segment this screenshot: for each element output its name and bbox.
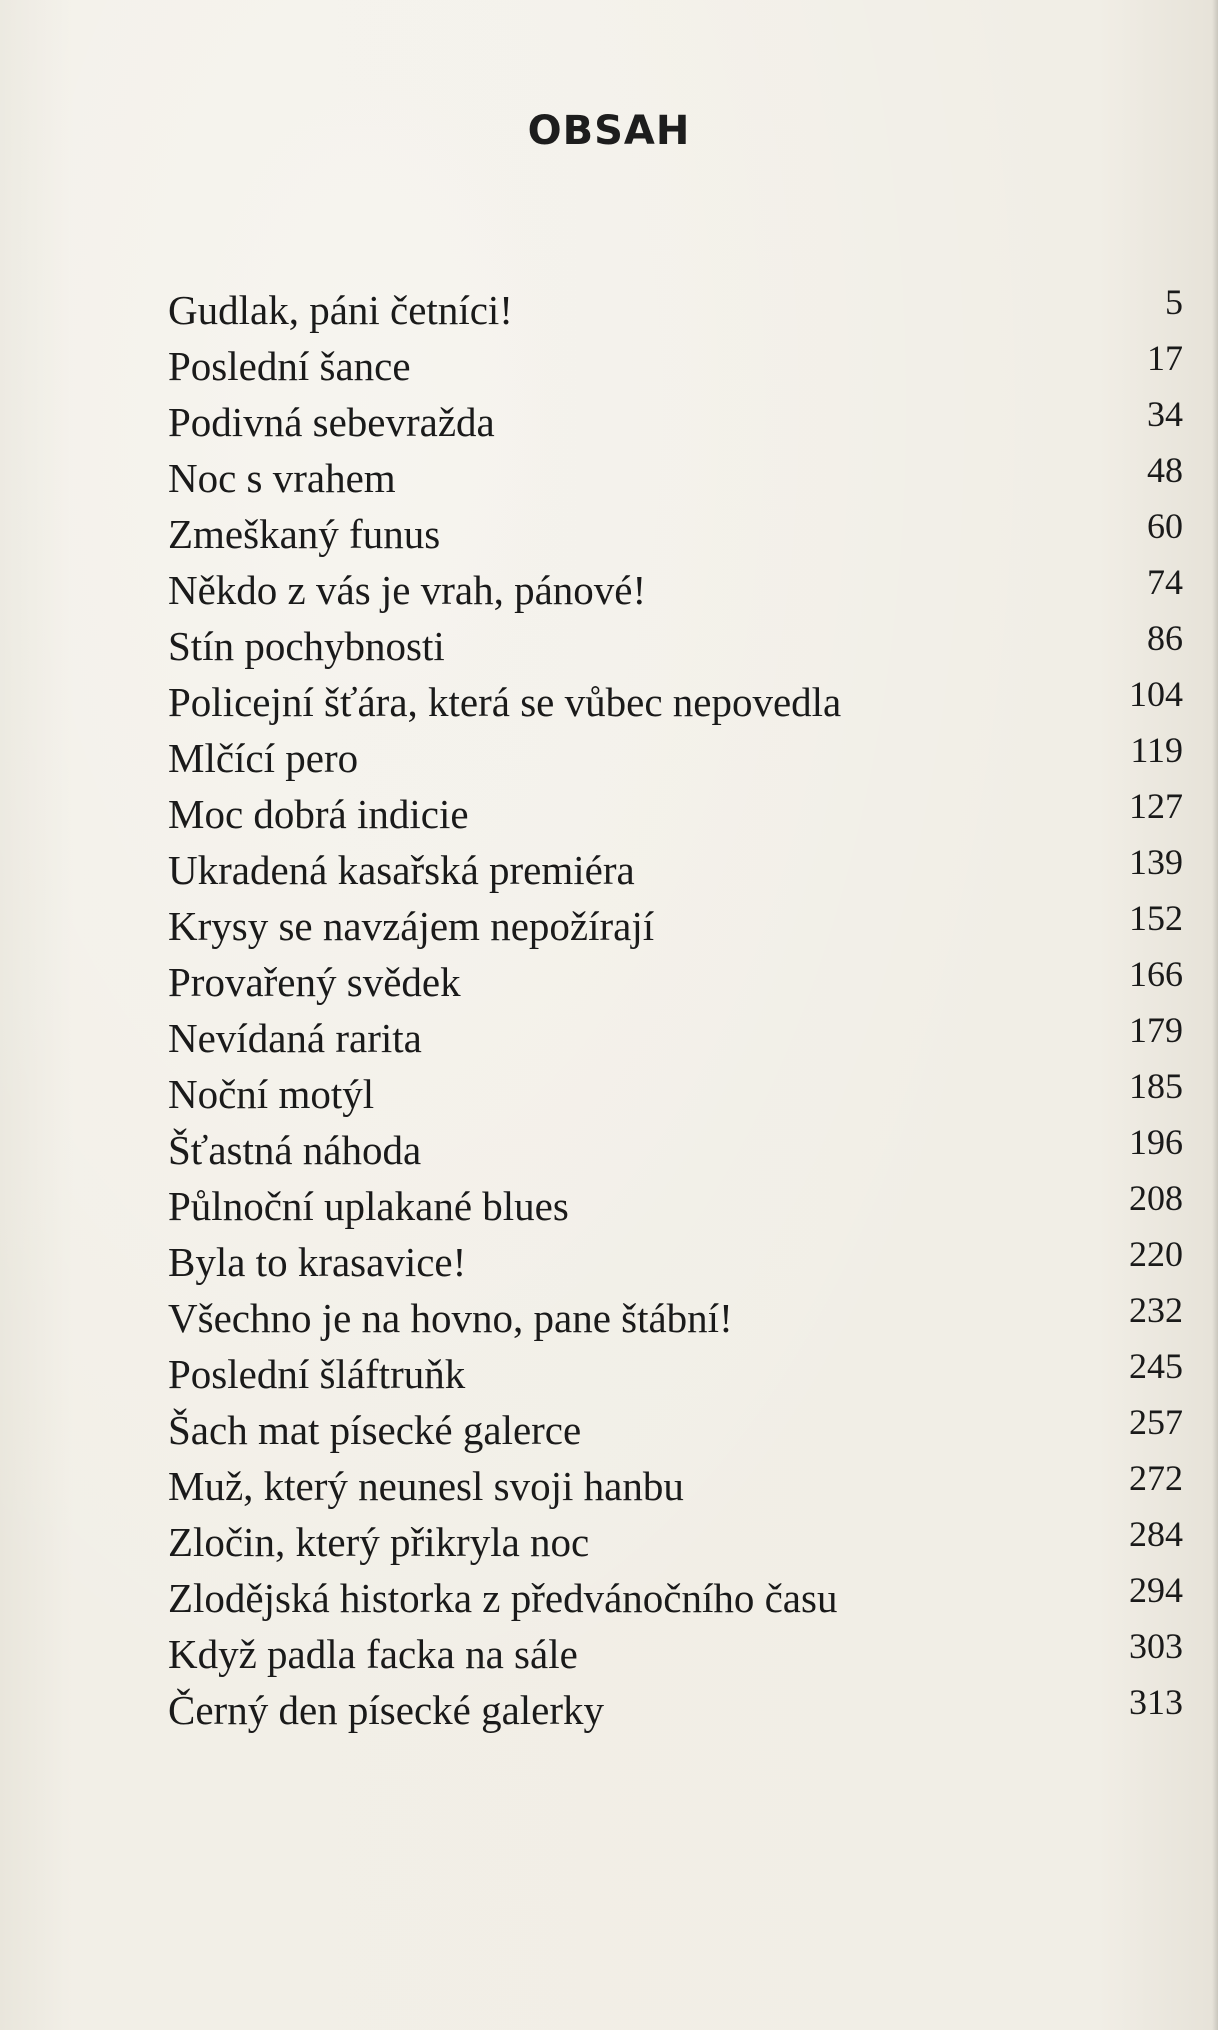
toc-entry <box>168 1402 1183 1458</box>
toc-entry <box>168 1234 1183 1290</box>
toc-entry <box>168 786 1183 842</box>
chapter-title: Nevídaná rarita <box>168 1015 422 1061</box>
toc-entry <box>168 1346 1183 1402</box>
page-number: 48 <box>1147 450 1183 490</box>
chapter-title: Půlnoční uplakané blues <box>168 1183 569 1229</box>
chapter-title: Šach mat písecké galerce <box>168 1407 582 1453</box>
chapter-title: Zločin, který přikryla noc <box>168 1519 590 1565</box>
page-number: 166 <box>1129 954 1183 994</box>
toc-entry <box>168 282 1183 338</box>
page-number: 74 <box>1147 562 1183 602</box>
chapter-title: Šťastná náhoda <box>168 1127 422 1173</box>
toc-entry <box>168 842 1183 898</box>
toc-entry <box>168 1066 1183 1122</box>
chapter-title: Všechno je na hovno, pane štábní! <box>168 1295 733 1341</box>
chapter-title: Noční motýl <box>168 1071 375 1117</box>
chapter-title: Stín pochybnosti <box>168 623 445 669</box>
toc-entry <box>168 1290 1183 1346</box>
page-number: 196 <box>1129 1122 1183 1162</box>
toc-entry <box>168 730 1183 786</box>
page-number: 208 <box>1129 1178 1183 1218</box>
page-title: OBSAH <box>527 108 691 154</box>
page-number: 179 <box>1129 1010 1183 1050</box>
chapter-title: Když padla facka na sále <box>168 1631 578 1677</box>
chapter-title: Ukradená kasařská premiéra <box>168 847 635 893</box>
chapter-title: Krysy se navzájem nepožírají <box>168 903 655 949</box>
page-number: 284 <box>1129 1514 1183 1554</box>
toc-entry <box>168 1122 1183 1178</box>
page-number: 17 <box>1147 338 1183 378</box>
page-number: 127 <box>1129 786 1183 826</box>
page-edge-shadow <box>1212 0 1218 2030</box>
page-number: 104 <box>1129 674 1183 714</box>
toc-entry <box>168 1626 1183 1682</box>
chapter-title: Mlčící pero <box>168 735 359 781</box>
toc-entry <box>168 618 1183 674</box>
toc-entry <box>168 506 1183 562</box>
chapter-title: Zlodějská historka z předvánočního času <box>168 1575 838 1621</box>
chapter-title: Noc s vrahem <box>168 455 396 501</box>
page-number: 220 <box>1129 1234 1183 1274</box>
table-of-contents <box>168 282 1183 1738</box>
chapter-title: Byla to krasavice! <box>168 1239 467 1285</box>
page-number: 5 <box>1165 282 1183 322</box>
toc-entry <box>168 1682 1183 1738</box>
toc-entry <box>168 1458 1183 1514</box>
page-number: 232 <box>1129 1290 1183 1330</box>
chapter-title: Zmeškaný funus <box>168 511 441 557</box>
page-number: 303 <box>1129 1626 1183 1666</box>
chapter-title: Gudlak, páni četníci! <box>168 287 513 333</box>
toc-entry <box>168 1570 1183 1626</box>
page-number: 245 <box>1129 1346 1183 1386</box>
toc-entry <box>168 1010 1183 1066</box>
page-number: 119 <box>1130 730 1183 770</box>
chapter-title: Poslední šance <box>168 343 411 389</box>
toc-entry <box>168 898 1183 954</box>
page-number: 34 <box>1147 394 1183 434</box>
toc-entry <box>168 450 1183 506</box>
chapter-title: Moc dobrá indicie <box>168 791 469 837</box>
toc-entry <box>168 954 1183 1010</box>
page-number: 257 <box>1129 1402 1183 1442</box>
page-number: 294 <box>1129 1570 1183 1610</box>
toc-entry <box>168 674 1183 730</box>
toc-entry <box>168 338 1183 394</box>
page-number: 86 <box>1147 618 1183 658</box>
page-number: 313 <box>1129 1682 1183 1722</box>
page-number: 60 <box>1147 506 1183 546</box>
chapter-title: Muž, který neunesl svoji hanbu <box>168 1463 684 1509</box>
chapter-title: Černý den písecké galerky <box>168 1687 605 1733</box>
page-number: 185 <box>1129 1066 1183 1106</box>
page-number: 152 <box>1129 898 1183 938</box>
toc-entry <box>168 394 1183 450</box>
toc-entry <box>168 1178 1183 1234</box>
toc-entry <box>168 562 1183 618</box>
chapter-title: Policejní šťára, která se vůbec nepovedla <box>168 679 842 725</box>
toc-entry <box>168 1514 1183 1570</box>
chapter-title: Provařený svědek <box>168 959 461 1005</box>
chapter-title: Podivná sebevražda <box>168 399 495 445</box>
chapter-title: Někdo z vás je vrah, pánové! <box>168 567 647 613</box>
page-number: 139 <box>1129 842 1183 882</box>
chapter-title: Poslední šláftruňk <box>168 1351 466 1397</box>
page-number: 272 <box>1129 1458 1183 1498</box>
